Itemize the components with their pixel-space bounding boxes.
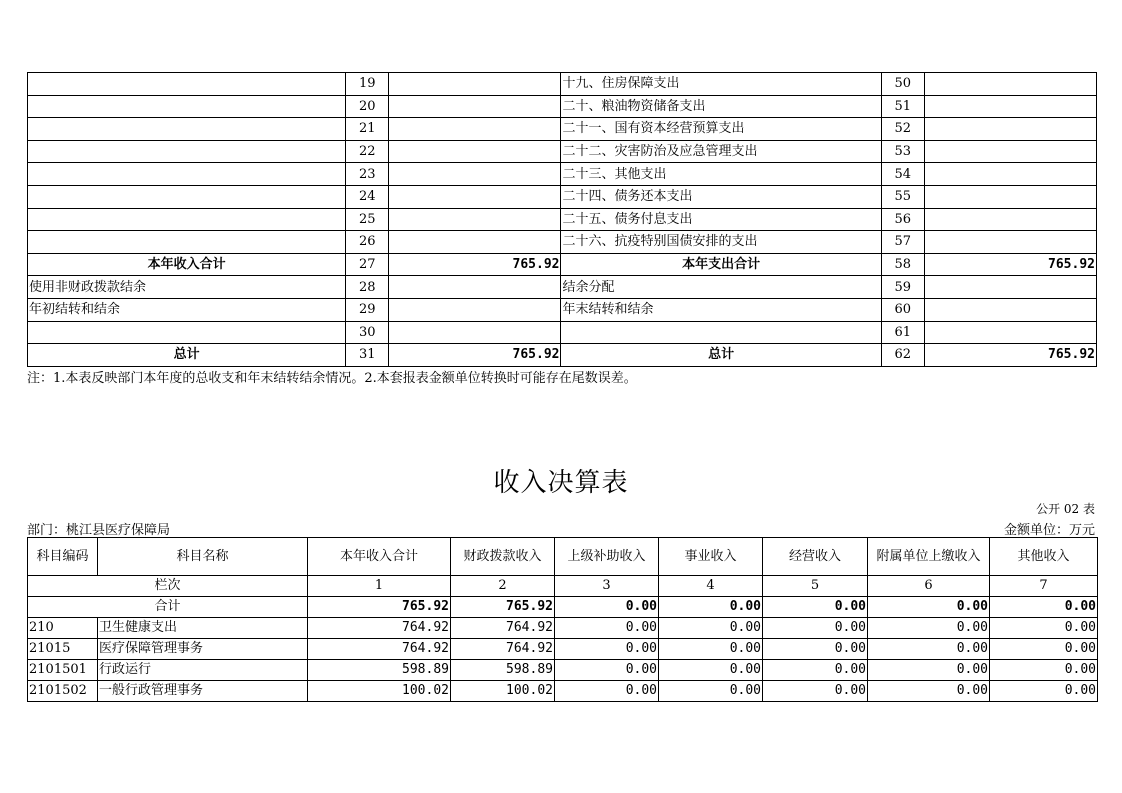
- income-amount: [389, 118, 561, 141]
- column-index: 7: [990, 576, 1098, 597]
- income-amount: 765.92: [389, 344, 561, 367]
- column-index: 5: [763, 576, 868, 597]
- income-line-number: 23: [346, 163, 389, 186]
- table-row: [28, 185, 1097, 208]
- income-label: [28, 163, 346, 186]
- income-label: 使用非财政拨款结余: [28, 276, 346, 299]
- table-row: [28, 618, 1098, 639]
- subject-name: 行政运行: [98, 660, 308, 681]
- header-col: 附属单位上缴收入: [868, 538, 990, 576]
- income-value: 0.00: [868, 660, 990, 681]
- subject-name: 卫生健康支出: [98, 618, 308, 639]
- column-index: 6: [868, 576, 990, 597]
- header-col: 上级补助收入: [555, 538, 659, 576]
- subject-code: 210: [28, 618, 98, 639]
- table-row: [28, 660, 1098, 681]
- income-line-number: 20: [346, 95, 389, 118]
- income-line-number: 21: [346, 118, 389, 141]
- expense-amount: [924, 298, 1096, 321]
- column-index: 1: [308, 576, 451, 597]
- header-col: 事业收入: [659, 538, 763, 576]
- expense-label: 十九、住房保障支出: [561, 73, 881, 96]
- income-value: 0.00: [990, 681, 1098, 702]
- income-amount: [389, 231, 561, 254]
- total-row: [28, 597, 1098, 618]
- expense-line-number: 58: [881, 253, 924, 276]
- expense-amount: 765.92: [924, 344, 1096, 367]
- table-row: [28, 276, 1097, 299]
- expense-amount: [924, 95, 1096, 118]
- expense-label: 二十五、债务付息支出: [561, 208, 881, 231]
- income-value: 0.00: [555, 660, 659, 681]
- income-table: [27, 537, 1098, 702]
- table-row: [28, 95, 1097, 118]
- income-label: [28, 118, 346, 141]
- table-row: [28, 118, 1097, 141]
- income-value: 0.00: [659, 660, 763, 681]
- income-value: 598.89: [451, 660, 555, 681]
- income-value: 100.02: [308, 681, 451, 702]
- table-row: [28, 140, 1097, 163]
- income-label: [28, 140, 346, 163]
- income-line-number: 29: [346, 298, 389, 321]
- income-line-number: 26: [346, 231, 389, 254]
- income-line-number: 24: [346, 185, 389, 208]
- expense-label: 二十二、灾害防治及应急管理支出: [561, 140, 881, 163]
- expense-amount: [924, 163, 1096, 186]
- table-note: 注：1.本表反映部门本年度的总收支和年末结转结余情况。2.本套报表金额单位转换时可能存在尾数误差。: [27, 371, 637, 386]
- income-value: 0.00: [555, 618, 659, 639]
- expense-amount: [924, 208, 1096, 231]
- income-value: 0.00: [555, 639, 659, 660]
- income-value: 764.92: [451, 639, 555, 660]
- income-value: 0.00: [868, 618, 990, 639]
- expense-amount: [924, 321, 1096, 344]
- income-amount: [389, 163, 561, 186]
- income-value: 0.00: [763, 681, 868, 702]
- column-index: 4: [659, 576, 763, 597]
- income-amount: [389, 73, 561, 96]
- expense-line-number: 60: [881, 298, 924, 321]
- expense-line-number: 55: [881, 185, 924, 208]
- expense-amount: [924, 276, 1096, 299]
- income-label: 总计: [28, 344, 346, 367]
- income-value: 0.00: [659, 681, 763, 702]
- column-index-label: 栏次: [28, 576, 308, 597]
- income-label: [28, 208, 346, 231]
- income-label: 本年收入合计: [28, 253, 346, 276]
- expense-label: 结余分配: [561, 276, 881, 299]
- income-label: [28, 185, 346, 208]
- income-amount: [389, 208, 561, 231]
- expense-amount: 765.92: [924, 253, 1096, 276]
- income-value: 100.02: [451, 681, 555, 702]
- expense-line-number: 53: [881, 140, 924, 163]
- expense-label: 二十四、债务还本支出: [561, 185, 881, 208]
- expense-line-number: 59: [881, 276, 924, 299]
- income-line-number: 25: [346, 208, 389, 231]
- income-header-row: [28, 538, 1098, 576]
- total-value: 0.00: [763, 597, 868, 618]
- column-index: 3: [555, 576, 659, 597]
- expense-label: 二十、粮油物资储备支出: [561, 95, 881, 118]
- subject-name: 医疗保障管理事务: [98, 639, 308, 660]
- income-label: [28, 321, 346, 344]
- table-row: [28, 639, 1098, 660]
- column-index: 2: [451, 576, 555, 597]
- income-line-number: 19: [346, 73, 389, 96]
- header-col: 本年收入合计: [308, 538, 451, 576]
- summary-table: [27, 72, 1097, 367]
- income-value: 0.00: [868, 681, 990, 702]
- income-value: 0.00: [763, 660, 868, 681]
- income-amount: [389, 321, 561, 344]
- header-col: 经营收入: [763, 538, 868, 576]
- column-index-row: [28, 576, 1098, 597]
- expense-amount: [924, 185, 1096, 208]
- income-value: 764.92: [308, 639, 451, 660]
- income-label: [28, 231, 346, 254]
- table-row: [28, 231, 1097, 254]
- expense-amount: [924, 231, 1096, 254]
- income-value: 0.00: [990, 639, 1098, 660]
- expense-label: 二十三、其他支出: [561, 163, 881, 186]
- income-value: 764.92: [451, 618, 555, 639]
- subject-code: 21015: [28, 639, 98, 660]
- header-col: 财政拨款收入: [451, 538, 555, 576]
- income-value: 0.00: [990, 660, 1098, 681]
- header-code: 科目编码: [28, 538, 98, 576]
- income-value: 0.00: [659, 618, 763, 639]
- income-amount: [389, 140, 561, 163]
- subject-code: 2101501: [28, 660, 98, 681]
- income-value: 0.00: [763, 618, 868, 639]
- table-row: [28, 163, 1097, 186]
- expense-label: 二十一、国有资本经营预算支出: [561, 118, 881, 141]
- expense-label: 本年支出合计: [561, 253, 881, 276]
- header-col: 其他收入: [990, 538, 1098, 576]
- table-row: [28, 344, 1097, 367]
- amount-unit-label: 金额单位：万元: [1003, 523, 1095, 538]
- income-value: 0.00: [555, 681, 659, 702]
- income-label: [28, 73, 346, 96]
- expense-label: 年末结转和结余: [561, 298, 881, 321]
- table-row: [28, 298, 1097, 321]
- income-line-number: 27: [346, 253, 389, 276]
- department-label: 部门：桃江县医疗保障局: [27, 523, 171, 538]
- income-value: 0.00: [659, 639, 763, 660]
- income-label: [28, 95, 346, 118]
- total-value: 0.00: [659, 597, 763, 618]
- total-value: 765.92: [451, 597, 555, 618]
- expense-amount: [924, 73, 1096, 96]
- expense-line-number: 57: [881, 231, 924, 254]
- table-row: [28, 73, 1097, 96]
- income-amount: 765.92: [389, 253, 561, 276]
- total-value: 0.00: [868, 597, 990, 618]
- income-amount: [389, 298, 561, 321]
- income-line-number: 31: [346, 344, 389, 367]
- header-name: 科目名称: [98, 538, 308, 576]
- table-row: [28, 253, 1097, 276]
- expense-line-number: 62: [881, 344, 924, 367]
- expense-line-number: 51: [881, 95, 924, 118]
- income-value: 0.00: [763, 639, 868, 660]
- income-amount: [389, 276, 561, 299]
- total-value: 0.00: [990, 597, 1098, 618]
- income-line-number: 28: [346, 276, 389, 299]
- income-label: 年初结转和结余: [28, 298, 346, 321]
- subject-code: 2101502: [28, 681, 98, 702]
- table-row: [28, 321, 1097, 344]
- income-amount: [389, 95, 561, 118]
- expense-amount: [924, 140, 1096, 163]
- table-row: [28, 208, 1097, 231]
- expense-line-number: 56: [881, 208, 924, 231]
- income-value: 0.00: [868, 639, 990, 660]
- income-value: 764.92: [308, 618, 451, 639]
- expense-line-number: 54: [881, 163, 924, 186]
- total-value: 0.00: [555, 597, 659, 618]
- income-value: 598.89: [308, 660, 451, 681]
- income-amount: [389, 185, 561, 208]
- form-number: 公开 02 表: [1036, 502, 1095, 516]
- income-line-number: 30: [346, 321, 389, 344]
- page-title: 收入决算表: [493, 468, 629, 498]
- subject-name: 一般行政管理事务: [98, 681, 308, 702]
- expense-amount: [924, 118, 1096, 141]
- expense-line-number: 52: [881, 118, 924, 141]
- table-row: [28, 681, 1098, 702]
- expense-line-number: 61: [881, 321, 924, 344]
- expense-label: [561, 321, 881, 344]
- expense-line-number: 50: [881, 73, 924, 96]
- expense-label: 二十六、抗疫特别国债安排的支出: [561, 231, 881, 254]
- total-value: 765.92: [308, 597, 451, 618]
- total-label: 合计: [28, 597, 308, 618]
- income-value: 0.00: [990, 618, 1098, 639]
- expense-label: 总计: [561, 344, 881, 367]
- income-line-number: 22: [346, 140, 389, 163]
